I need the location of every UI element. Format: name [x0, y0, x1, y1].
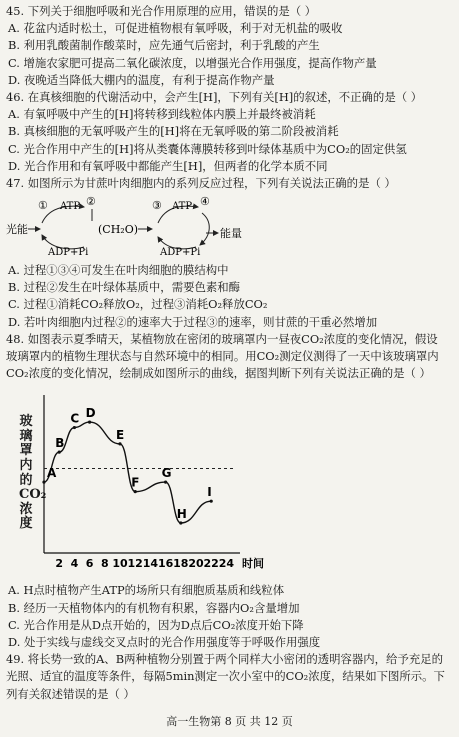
q46-option-c: C. 光合作用中产生的[H]将从类囊体薄膜转移到叶绿体基质中为CO₂的固定供氢	[8, 141, 407, 156]
atp-label-right: ATP	[172, 201, 193, 213]
q48-option-c: C. 光合作用是从D点开始的，因为D点后CO₂浓度开始下降	[8, 617, 304, 632]
x-tick-label: 2	[55, 557, 64, 571]
question-46	[6, 90, 452, 176]
ch2o-label: (CH₂O)	[98, 223, 139, 237]
page-footer: 高一生物第 8 页 共 12 页	[166, 714, 293, 728]
x-tick-label: 6	[85, 557, 94, 571]
q47-option-b: B. 过程②发生在叶绿体基质中，需要色素和酶	[8, 280, 241, 295]
q45-option-c: C. 增施农家肥可提高二氧化碳浓度，以增强光合作用强度，提高作物产量	[8, 55, 377, 70]
point-label: I	[207, 485, 212, 500]
q47-stem: 47. 如图所示为甘蔗叶肉细胞内的系列反应过程，下列有关说法正确的是（ ）	[6, 175, 396, 190]
data-point	[73, 426, 76, 429]
data-point	[210, 500, 213, 503]
q48-option-a: A. H点时植物产生ATP的场所只有细胞质基质和线粒体	[8, 583, 285, 598]
q45-stem: 45. 下列关于细胞呼吸和光合作用原理的应用，错误的是（ ）	[6, 4, 317, 18]
x-tick-label: 10	[112, 557, 128, 571]
data-point	[42, 481, 45, 484]
reaction-svg	[6, 195, 246, 261]
q47-reaction-diagram	[6, 195, 452, 261]
data-point	[179, 522, 182, 525]
point-label: G	[161, 466, 172, 481]
x-tick-label: 8	[100, 557, 109, 571]
q47-option-d: D. 若叶肉细胞内过程②的速率大于过程③的速率，则甘蔗的干重必然增加	[8, 314, 378, 329]
q47-option-c: C. 过程①消耗CO₂释放O₂，过程③消耗O₂释放CO₂	[8, 297, 268, 312]
adp-label-left: ADP+Pi	[48, 247, 89, 259]
data-point	[58, 451, 61, 454]
process-2-label: ②	[86, 195, 96, 209]
right-side-arrow	[200, 213, 209, 245]
atp-label-left: ATP	[60, 201, 81, 213]
q49-line-1: 49. 将长势一致的A、B两种植物分别置于两个同样大小密闭的透明容器内，给予充足的	[6, 652, 444, 667]
point-label: F	[131, 476, 140, 491]
x-tick-label: 12	[127, 557, 143, 571]
point-label: D	[85, 406, 96, 421]
q48-option-d: D. 处于实线与虚线交叉点时的光合作用强度等于呼吸作用强度	[8, 634, 321, 649]
co2-chart	[6, 385, 452, 583]
data-point	[134, 490, 137, 493]
x-tick-label: 20	[188, 557, 204, 571]
q49-line-3: 列有关叙述错误的是（ ）	[6, 686, 135, 701]
q48-stem-line-3: CO₂浓度的变化情况，绘制成如图所示的曲线，据图判断下列有关说法正确的是（ ）	[6, 366, 431, 381]
question-45	[6, 4, 452, 90]
q48-stem-line-2: 玻璃罩内的植物生理状态与自然环境中的相同。用CO₂测定仪测得了一天中该玻璃罩内	[6, 349, 439, 363]
q45-option-d: D. 夜晚适当降低大棚内的温度，有利于提高作物产量	[8, 72, 275, 87]
point-label: C	[70, 411, 80, 426]
process-1-label: ①	[38, 199, 48, 213]
x-tick-label: 18	[173, 557, 189, 571]
data-point	[88, 421, 91, 424]
q46-option-d: D. 光合作用和有氧呼吸中都能产生[H]，但两者的化学本质不同	[8, 158, 328, 173]
q45-option-b: B. 利用乳酸菌制作酸菜时，应先通气后密封，利于乳酸的产生	[8, 38, 320, 53]
question-48	[6, 332, 452, 652]
light-energy-label: 光能	[6, 223, 28, 237]
q45-option-a: A. 花盆内适时松土，可促进植物根有氧呼吸，利于对无机盐的吸收	[8, 21, 343, 36]
process-3-label: ③	[152, 199, 162, 213]
question-47	[6, 176, 452, 332]
x-tick-label: 14	[142, 557, 159, 571]
data-point	[118, 443, 121, 446]
point-label: A	[47, 466, 57, 481]
q47-option-a: A. 过程①③④可发生在叶肉细胞的膜结构中	[8, 263, 229, 278]
q48-stem-line-1: 48. 如图表示夏季晴天，某植物放在密闭的玻璃罩内一昼夜CO₂浓度的变化情况，假设	[6, 331, 438, 346]
q46-stem: 46. 在真核细胞的代谢活动中，会产生[H]，下列有关[H]的叙述，不正确的是（ ）	[6, 89, 423, 104]
x-tick-label: 24	[218, 557, 235, 571]
point-label: E	[116, 428, 125, 443]
x-axis-label: 时间	[242, 557, 264, 571]
q48-option-b: B. 经历一天植物体内的有机物有积累，容器内O₂含量增加	[8, 600, 300, 615]
x-tick-label: 16	[157, 557, 174, 571]
process-4-label: ④	[200, 195, 210, 209]
x-tick-label: 4	[70, 557, 79, 571]
energy-label: 能量	[220, 227, 242, 241]
co2-chart-svg	[6, 385, 266, 583]
chart-y-label: 玻璃罩内的CO₂浓度	[19, 414, 47, 532]
x-tick-label: 22	[203, 557, 219, 571]
adp-label-right: ADP+Pi	[160, 247, 201, 259]
point-label: B	[55, 436, 65, 451]
question-49	[6, 652, 452, 704]
q46-option-b: B. 真核细胞的无氧呼吸产生的[H]将在无氧呼吸的第二阶段被消耗	[8, 124, 339, 139]
q49-line-2: 光照、适宜的温度等条件，每隔5min测定一次小室中的CO₂浓度，结果如下图所示。下	[6, 669, 445, 684]
data-point	[164, 481, 167, 484]
point-label: H	[176, 507, 187, 522]
exam-page	[6, 4, 452, 704]
q46-option-a: A. 有氧呼吸中产生的[H]将转移到线粒体内膜上并最终被消耗	[8, 107, 316, 122]
